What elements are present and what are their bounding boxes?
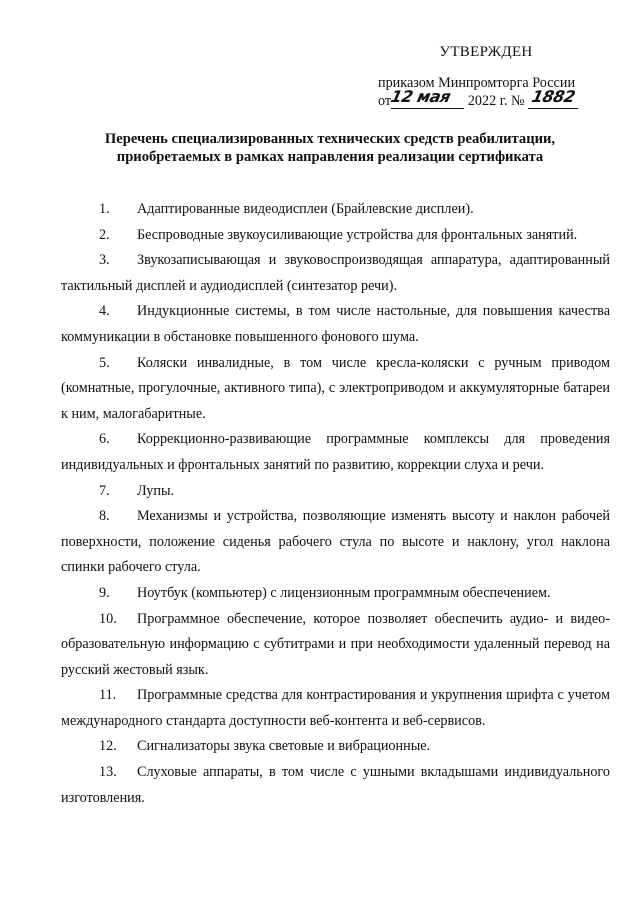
list-item-number: 4. bbox=[99, 303, 110, 320]
list-item-number: 5. bbox=[99, 354, 110, 371]
approval-date-prefix: от bbox=[378, 93, 392, 109]
list-item bbox=[61, 197, 610, 223]
list-item bbox=[61, 299, 610, 350]
list-item-number: 3. bbox=[99, 252, 110, 269]
list-item-text: Слуховые аппараты, в том числе с ушными вкладышами индивидуального изготовления. bbox=[61, 764, 610, 806]
list-item-text: Адаптированные видеодисплеи (Брайлевские дисплеи). bbox=[137, 201, 474, 217]
approval-date-blank bbox=[389, 87, 464, 109]
list-item-text: Программные средства для контрастирования и укрупнения шрифта с учетом международного стандарта доступности веб-контента и веб-сервисов. bbox=[61, 687, 610, 729]
list-item bbox=[61, 223, 610, 249]
list-item-text: Ноутбук (компьютер) с лицензионным программным обеспечением. bbox=[137, 584, 551, 601]
list-item-number: 9. bbox=[99, 584, 110, 601]
list-item-text: Программное обеспечение, которое позволяет обеспечить аудио- и видео-образовательную информацию с субтитрами и при необходимости удаленный перевод на русский жестовый язык. bbox=[61, 610, 610, 678]
handwritten-date: 12 мая bbox=[389, 87, 453, 106]
list-item-text: Коррекционно-развивающие программные комплексы для проведения индивидуальных и фронтальных занятий по развитию, коррекции слуха и речи. bbox=[61, 431, 610, 473]
list-item bbox=[61, 504, 610, 581]
list-item-number: 2. bbox=[99, 226, 110, 243]
list-item bbox=[61, 351, 610, 428]
list-item-number: 13. bbox=[99, 764, 117, 781]
list-item-number: 1. bbox=[99, 201, 110, 217]
approval-order-line: приказом Минпромторга России bbox=[378, 75, 576, 91]
list-item-text: Беспроводные звукоусиливающие устройства для фронтальных занятий. bbox=[137, 226, 578, 243]
list-item bbox=[61, 683, 610, 734]
document-title bbox=[60, 130, 600, 166]
list-item-number: 11. bbox=[99, 687, 117, 704]
list-item-number: 12. bbox=[99, 738, 117, 755]
list-item bbox=[61, 607, 610, 684]
approval-number-blank bbox=[528, 87, 578, 109]
list-item bbox=[61, 427, 610, 478]
handwritten-number: 1882 bbox=[529, 87, 577, 106]
approval-year-text: 2022 г. № bbox=[467, 93, 525, 109]
list-item-number: 8. bbox=[99, 508, 110, 525]
list-item-text: Коляски инвалидные, в том числе кресла-коляски с ручным приводом (комнатные, прогулочные, активного типа), с электроприводом и аккумуляторные батареи к ним, малогабаритные. bbox=[61, 354, 610, 422]
items-list bbox=[61, 197, 610, 811]
approval-title: УТВЕРЖДЕН bbox=[439, 44, 533, 60]
list-item-text: Звукозаписывающая и звуковоспроизводящая аппаратура, адаптированный тактильный дисплей и аудиодисплей (синтезатор речи). bbox=[61, 252, 610, 294]
document-title-line-1: Перечень специализированных технических средств реабилитации, bbox=[104, 131, 556, 147]
list-item bbox=[61, 479, 610, 505]
list-item-text: Сигнализаторы звука световые и вибрационные. bbox=[137, 738, 431, 755]
list-item-text: Лупы. bbox=[137, 482, 175, 499]
approval-date-line bbox=[378, 87, 618, 110]
list-item-text: Индукционные системы, в том числе настольные, для повышения качества коммуникации в обстановке повышенного фонового шума. bbox=[61, 303, 610, 345]
list-item bbox=[61, 581, 610, 607]
list-item-text: Механизмы и устройства, позволяющие изменять высоту и наклон рабочей поверхности, положение сиденья рабочего стула по высоте и наклону, угол наклона спинки рабочего стула. bbox=[61, 508, 610, 576]
document-title-line-2: приобретаемых в рамках направления реализации сертификата bbox=[116, 149, 544, 165]
list-item-number: 6. bbox=[99, 431, 110, 448]
list-item-number: 10. bbox=[99, 610, 117, 627]
list-item bbox=[61, 248, 610, 299]
list-item-number: 7. bbox=[99, 482, 110, 499]
list-item bbox=[61, 760, 610, 811]
list-item bbox=[61, 734, 610, 760]
approval-block bbox=[378, 44, 618, 110]
